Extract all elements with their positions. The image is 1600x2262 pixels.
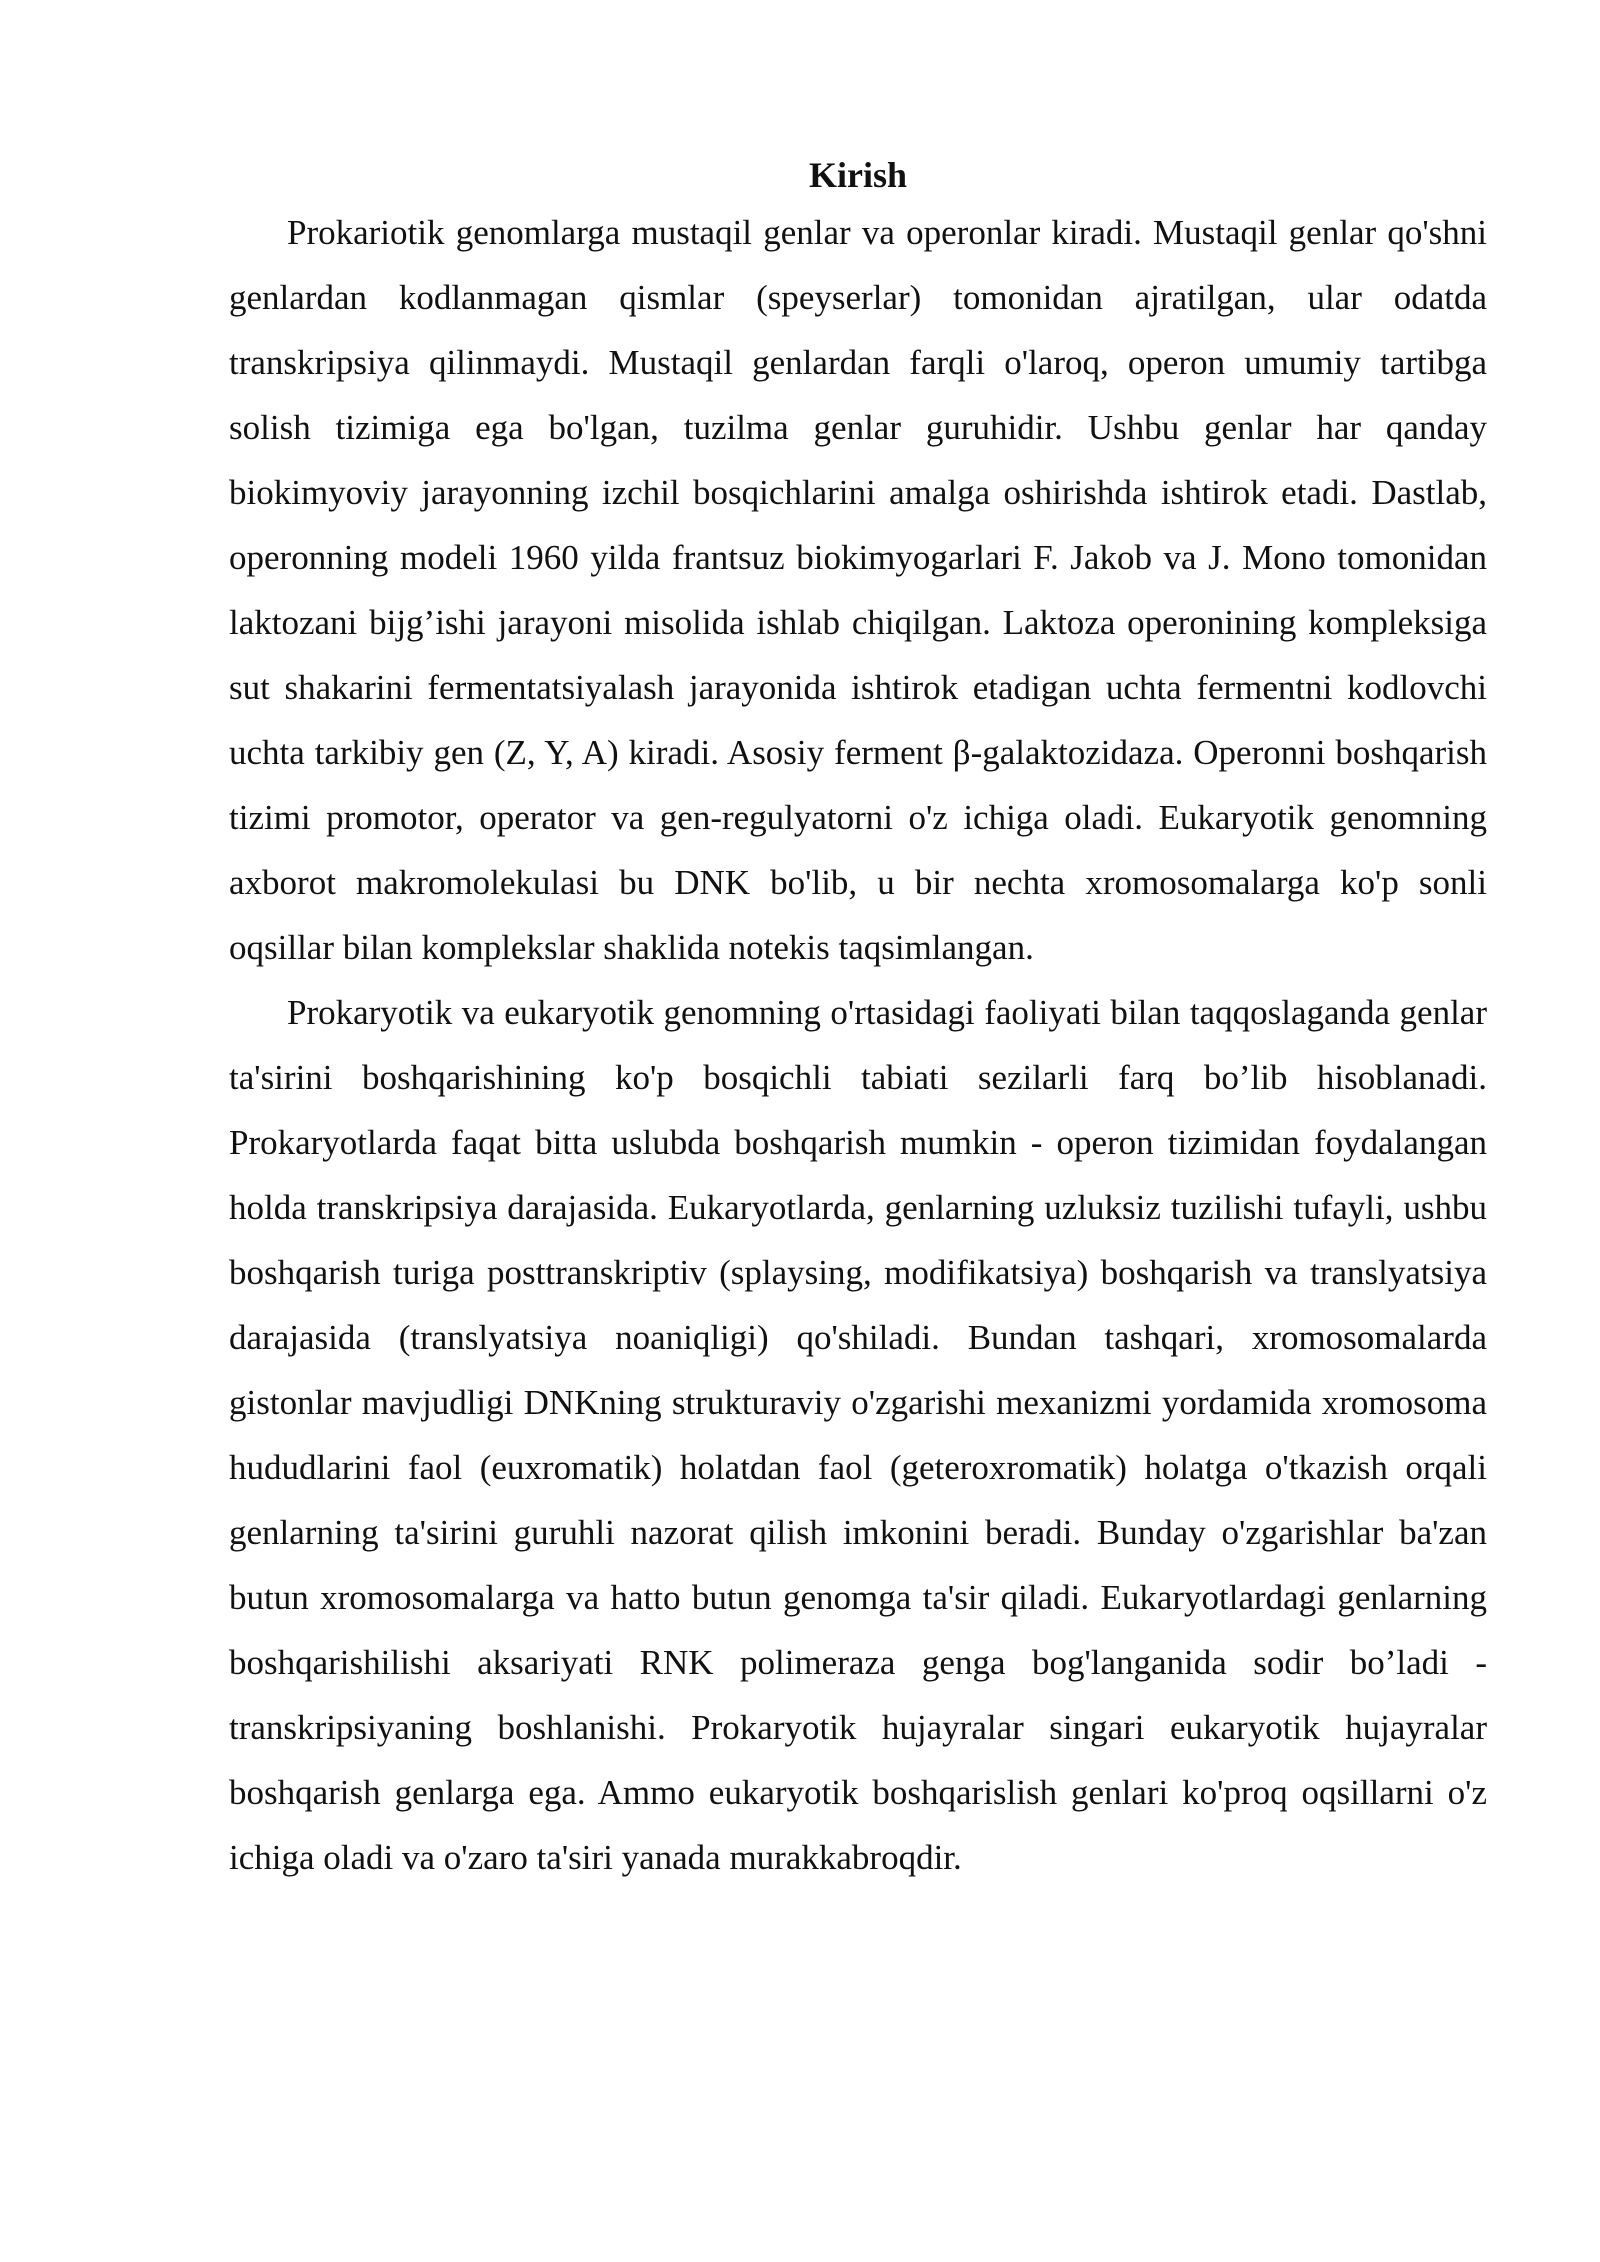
paragraph-2: Prokaryotik va eukaryotik genomning o'rtasidagi faoliyati bilan taqqoslaganda genlar ta'sirini boshqarishining ko'p bosqichli tabiati sezilarli farq bo’lib hisoblanadi. Prokaryotlarda faqat bitta uslubda boshqarish mumkin - operon tizimidan foydalangan holda transkripsiya darajasida. Eukaryotlarda, genlarning uzluksiz tuzilishi tufayli, ushbu boshqarish turiga posttranskriptiv (splaysing, modifikatsiya) boshqarish va translyatsiya darajasida (translyatsiya noaniqligi) qo'shiladi. Bundan tashqari, xromosomalarda gistonlar mavjudligi DNKning strukturaviy o'zgarishi mexanizmi yordamida xromosoma hududlarini faol (euxromatik) holatdan faol (geteroxromatik) holatga o'tkazish orqali genlarning ta'sirini guruhli nazorat qilish imkonini beradi. Bunday o'zgarishlar ba'zan butun xromosomalarga va hatto butun genomga ta'sir qiladi. Eukaryotlardagi genlarning boshqarishilishi aksariyati RNK polimeraza genga bog'langanida sodir bo’ladi - transkripsiyaning boshlanishi. Prokaryotik hujayralar singari eukaryotik hujayralar boshqarish genlarga ega. Ammo eukaryotik boshqarislish genlari ko'proq oqsillarni o'z ichiga oladi va o'zaro ta'siri yanada murakkabroqdir. [229, 993, 1487, 1877]
page-title: Kirish [808, 155, 907, 195]
paragraph-1: Prokariotik genomlarga mustaqil genlar va operonlar kiradi. Mustaqil genlar qo'shni genlardan kodlanmagan qismlar (speyserlar) tomonidan ajratilgan, ular odatda transkripsiya qilinmaydi. Mustaqil genlardan farqli o'laroq, operon umumiy tartibga solish tizimiga ega bo'lgan, tuzilma genlar guruhidir. Ushbu genlar har qanday biokimyoviy jarayonning izchil bosqichlarini amalga oshirishda ishtirok etadi. Dastlab, operonning modeli 1960 yilda frantsuz biokimyogarlari F. Jakob va J. Mono tomonidan laktozani bijg’ishi jarayoni misolida ishlab chiqilgan. Laktoza operonining kompleksiga sut shakarini fermentatsiyalash jarayonida ishtirok etadigan uchta fermentni kodlovchi uchta tarkibiy gen (Z, Y, A) kiradi. Asosiy ferment β-galaktozidaza. Operonni boshqarish tizimi promotor, operator va gen-regulyatorni o'z ichiga oladi. Eukaryotik genomning axborot makromolekulasi bu DNK bo'lib, u bir nechta xromosomalarga ko'p sonli oqsillar bilan komplekslar shaklida notekis taqsimlangan. [229, 213, 1487, 967]
document-body [229, 150, 1487, 1890]
